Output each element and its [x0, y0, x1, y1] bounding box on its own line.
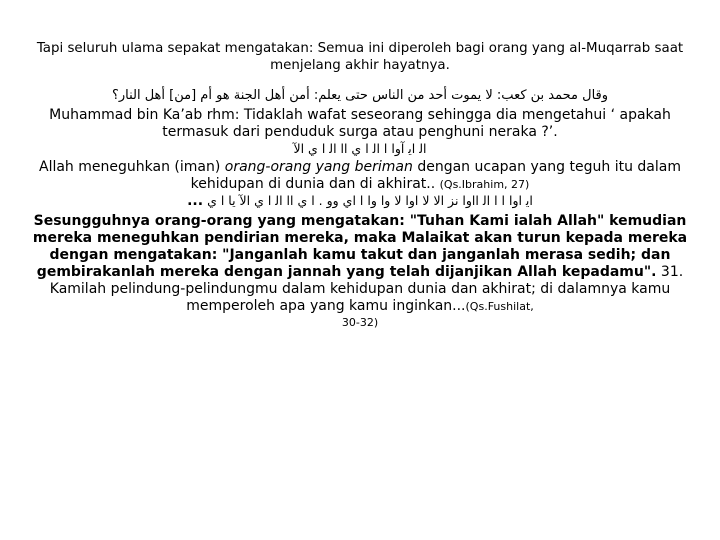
intro-paragraph: Tapi seluruh ulama sepakat mengatakan: Semua ini diperoleh bagi orang yang al-Muqarrab saat menjelang akhir hayatnya. [36, 41, 684, 73]
arabic-verse-fushilat: ﺍﻳ ﺍﻭﺍ ﺍ ﺍ ﺍﻟ ﺍﺍﻭﺍ ﻧﺰ ﺍﻻ ﻻ ﺍﻭﺍ ﻻ ﻭﺍ ﻭﺍ ﺍ ﺍﻱ ﻭﻭ . ﺍ ﻱ ﺍﺍ ﺍﻟ ﺍ ﻱ ﺍﻵ ﻳﺎ ﺍ ﻱ [207, 193, 533, 208]
slide-content [30, 40, 690, 331]
verse-fushilat-citation-name: Fushilat, [487, 300, 534, 313]
arabic-quote: وقال محمد بن كعب: لا يموت أحد من الناس حتى يعلم: أمن أهل الجنة هو أم [من] أهل النار؟ [111, 88, 609, 103]
verse-ibrahim-citation: (Qs.Ibrahim, 27) [439, 178, 530, 191]
arabic-verse-fushilat-line [30, 193, 690, 209]
verse-fushilat-citation-prefix: (Qs. [465, 300, 488, 313]
verse-ibrahim-text-italic: orang-orang yang beriman [224, 159, 413, 175]
verse-ibrahim-text-start: Allah meneguhkan (iman) [39, 159, 225, 175]
quote-translation: Muhammad bin Ka’ab rhm: Tidaklah wafat seseorang sehingga dia mengetahui ‘ apakah termasuk dari penduduk surga atau penghuni neraka ?’. [49, 107, 671, 140]
verse-ibrahim-translation [30, 159, 690, 193]
arabic-verse-ibrahim: ﺍﻟ ﺍﻳ ﺁﻭﺍ ﺍ ﺍﻟ ﺍ ﻱ ﺍﺍ ﺍﻟ ﺍ ﻱ ﺍﻵ [293, 141, 427, 156]
verse-fushilat-bold-text: Sesungguhnya orang-orang yang mengatakan: "Tuhan Kami ialah Allah" kemudian mereka meneguhkan pendirian mereka, maka Malaikat akan turun kepada mereka dengan mengatakan: "Janganlah kamu takut dan janganlah merasa sedih; dan gembirakanlah mereka dengan jannah yang telah dijanjikan Allah kepadamu". [32, 213, 688, 280]
arabic-ellipsis: ... [187, 193, 204, 209]
verse-fushilat-normal-text: 31. Kamilah pelindung-pelindungmu dalam kehidupan dunia dan akhirat; di dalamnya kamu memperoleh apa yang kamu inginkan... [49, 264, 684, 314]
verse-ibrahim-text-end: dengan ucapan yang teguh itu dalam kehidupan di dunia dan di akhirat.. [190, 159, 681, 192]
verse-fushilat-citation-range: 30-32) [341, 316, 379, 329]
verse-fushilat-translation [30, 213, 690, 331]
